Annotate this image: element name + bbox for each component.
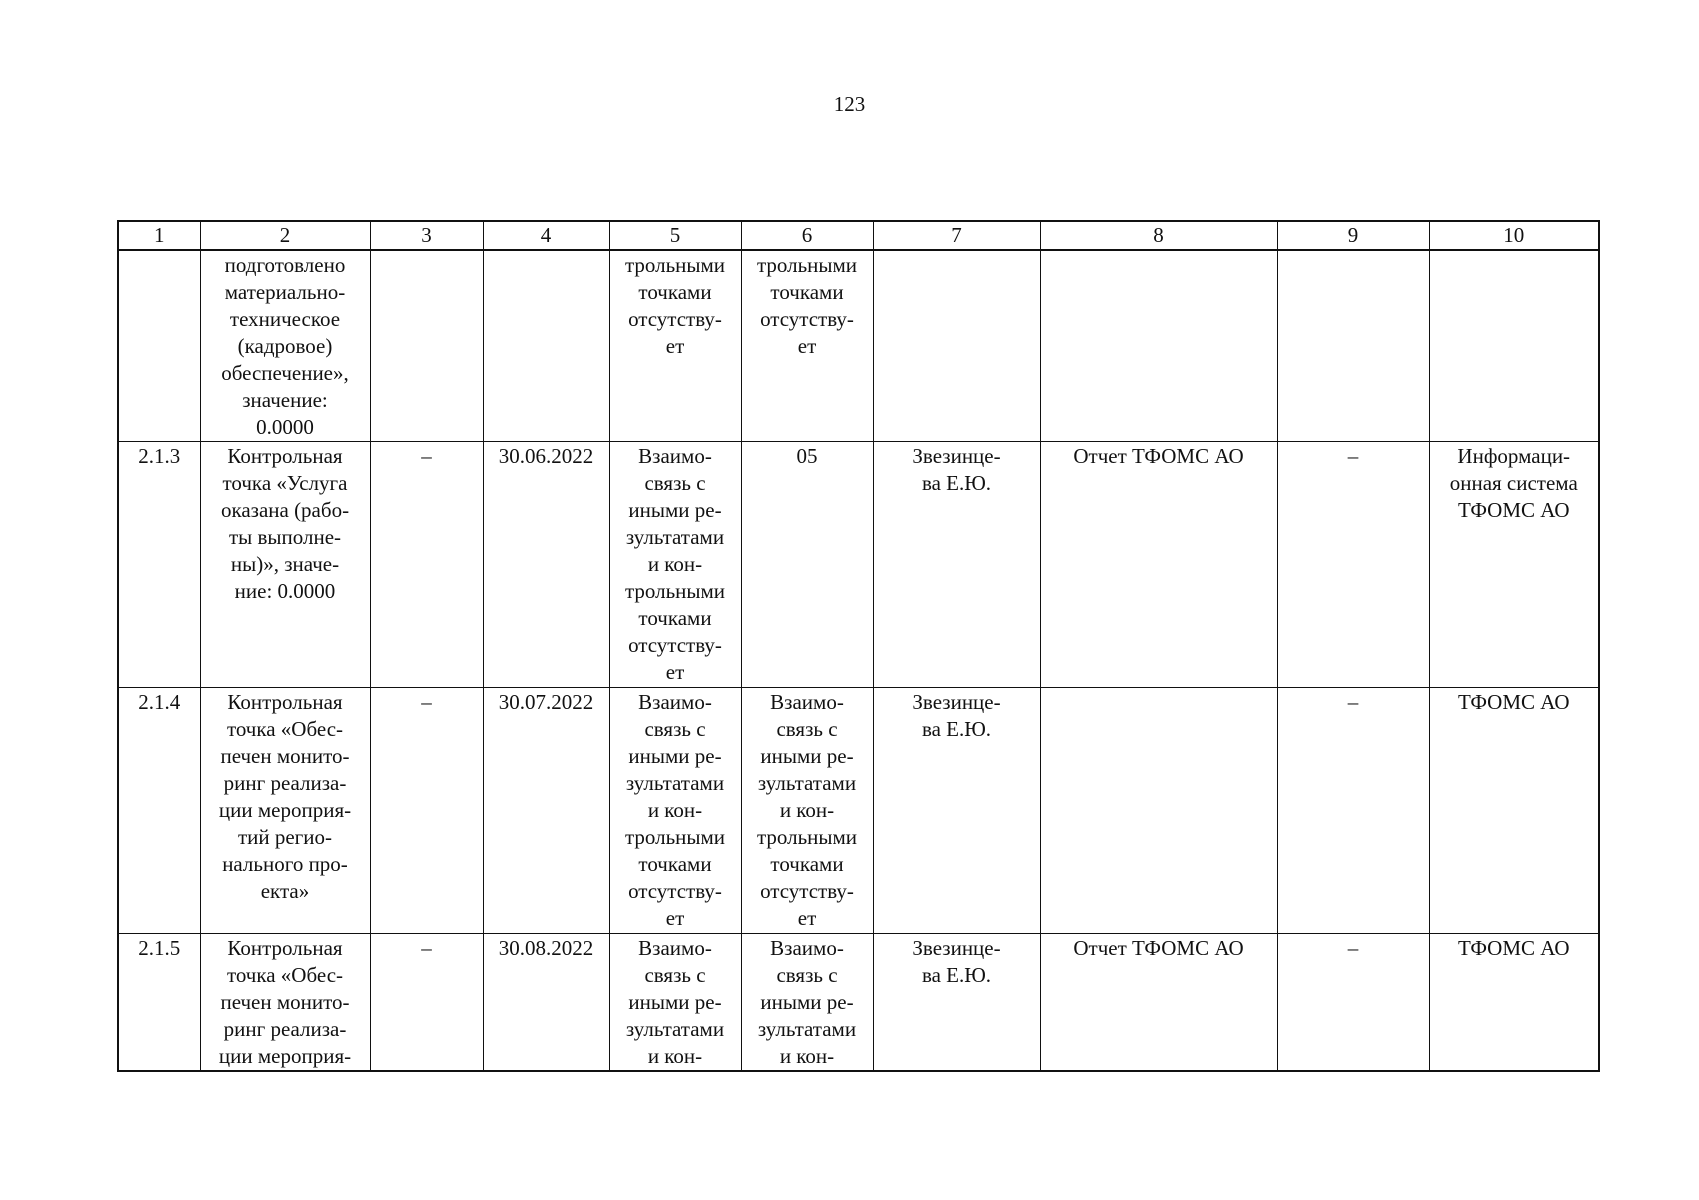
table-row (118, 934, 1599, 1072)
cell-col-9 (1277, 250, 1429, 442)
cell-col-3 (370, 250, 483, 442)
checkpoint-date: 30.06.2022 (483, 442, 609, 688)
table-row (118, 688, 1599, 934)
column-header-10: 10 (1429, 221, 1599, 250)
table-row (118, 442, 1599, 688)
document-type (1040, 688, 1277, 934)
cell-col-9: – (1277, 688, 1429, 934)
responsible-person (873, 250, 1040, 442)
checkpoint-name: подготовлено материально- техническое (кадровое) обеспечение», значение: 0.0000 (200, 250, 370, 442)
row-number (118, 250, 200, 442)
column-header-3: 3 (370, 221, 483, 250)
cell-col-6: трольными точками отсутству- ет (741, 250, 873, 442)
cell-col-6: 05 (741, 442, 873, 688)
cell-col-9: – (1277, 442, 1429, 688)
column-header-1: 1 (118, 221, 200, 250)
document-type (1040, 250, 1277, 442)
cell-col-5: трольными точками отсутству- ет (609, 250, 741, 442)
column-header-5: 5 (609, 221, 741, 250)
information-system: ТФОМС АО (1429, 934, 1599, 1072)
row-number: 2.1.3 (118, 442, 200, 688)
column-header-4: 4 (483, 221, 609, 250)
cell-col-3: – (370, 934, 483, 1072)
responsible-person: Звезинце- ва Е.Ю. (873, 934, 1040, 1072)
cell-col-5: Взаимо- связь с иными ре- зультатами и кон- трольными точками отсутству- ет (609, 688, 741, 934)
checkpoint-date (483, 250, 609, 442)
row-number: 2.1.5 (118, 934, 200, 1072)
information-system: ТФОМС АО (1429, 688, 1599, 934)
cell-col-9: – (1277, 934, 1429, 1072)
cell-col-6: Взаимо- связь с иными ре- зультатами и кон- трольными точками отсутству- ет (741, 688, 873, 934)
information-system (1429, 250, 1599, 442)
document-type: Отчет ТФОМС АО (1040, 934, 1277, 1072)
checkpoint-name: Контрольная точка «Обес- печен монито- ринг реализа- ции мероприя- (200, 934, 370, 1072)
table-row (118, 250, 1599, 442)
responsible-person: Звезинце- ва Е.Ю. (873, 688, 1040, 934)
cell-col-5: Взаимо- связь с иными ре- зультатами и кон- (609, 934, 741, 1072)
column-header-9: 9 (1277, 221, 1429, 250)
cell-col-3: – (370, 688, 483, 934)
cell-col-5: Взаимо- связь с иными ре- зультатами и кон- трольными точками отсутству- ет (609, 442, 741, 688)
information-system: Информаци- онная система ТФОМС АО (1429, 442, 1599, 688)
column-header-7: 7 (873, 221, 1040, 250)
checkpoint-date: 30.07.2022 (483, 688, 609, 934)
page-number: 123 (833, 92, 866, 116)
checkpoint-name: Контрольная точка «Обес- печен монито- ринг реализа- ции мероприя- тий регио- нального про- екта» (200, 688, 370, 934)
header-row (118, 221, 1599, 250)
cell-col-3: – (370, 442, 483, 688)
column-header-6: 6 (741, 221, 873, 250)
checkpoint-date: 30.08.2022 (483, 934, 609, 1072)
plan-table (117, 220, 1600, 1072)
row-number: 2.1.4 (118, 688, 200, 934)
column-header-8: 8 (1040, 221, 1277, 250)
column-header-2: 2 (200, 221, 370, 250)
cell-col-6: Взаимо- связь с иными ре- зультатами и кон- (741, 934, 873, 1072)
responsible-person: Звезинце- ва Е.Ю. (873, 442, 1040, 688)
document-type: Отчет ТФОМС АО (1040, 442, 1277, 688)
checkpoint-name: Контрольная точка «Услуга оказана (рабо- ты выполне- ны)», значе- ние: 0.0000 (200, 442, 370, 688)
